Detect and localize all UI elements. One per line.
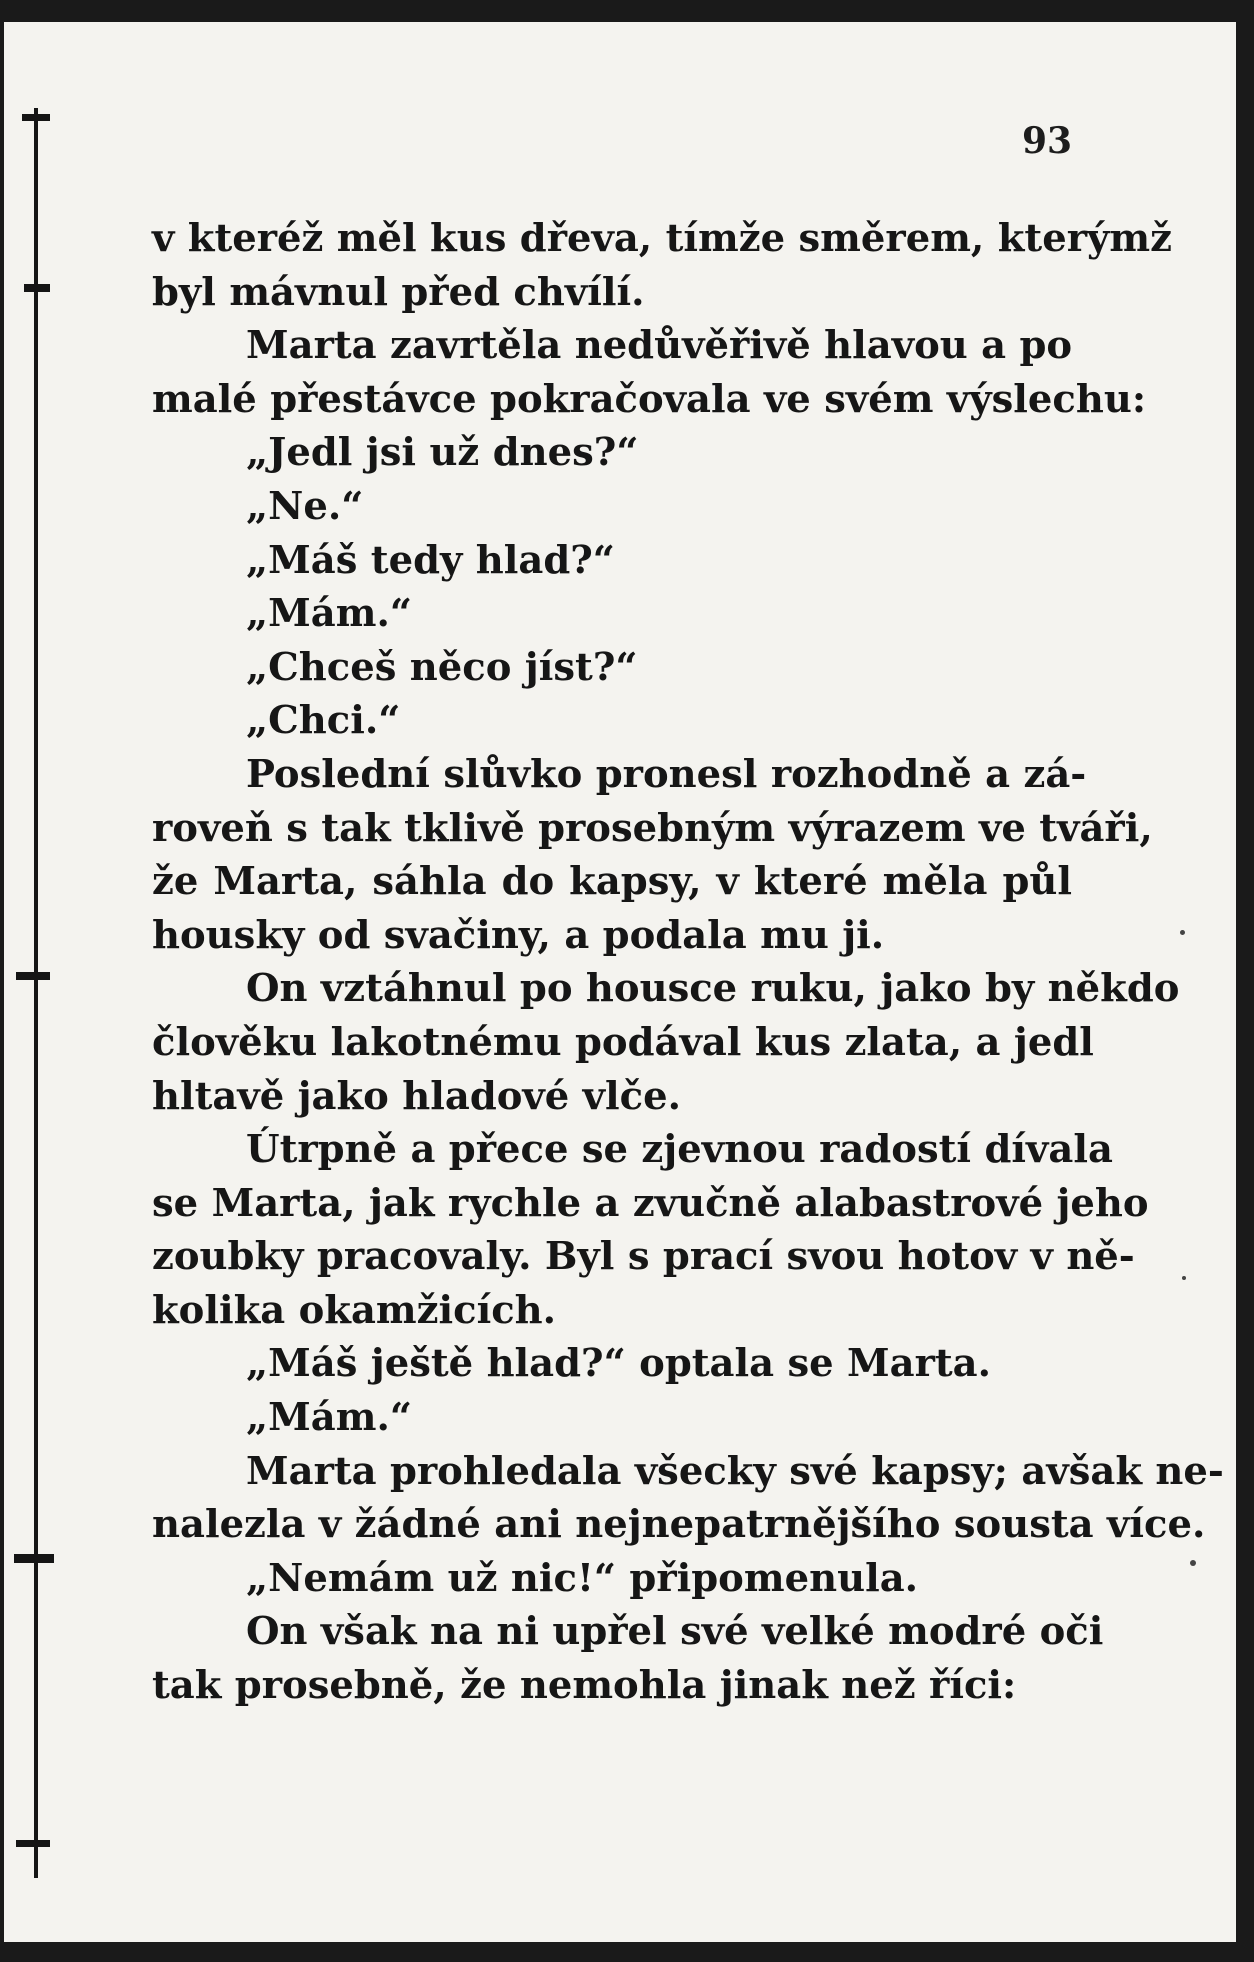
binding-mark bbox=[22, 114, 50, 121]
page-number: 93 bbox=[1022, 120, 1073, 162]
text-line: „Mám.“ bbox=[246, 591, 412, 637]
text-line: tak prosebně, že nemohla jinak než říci: bbox=[152, 1663, 1017, 1709]
text-line: nalezla v žádné ani nejnepatrnějšího sousta více. bbox=[152, 1502, 1206, 1548]
text-line: malé přestávce pokračovala ve svém výslechu: bbox=[152, 376, 1147, 422]
text-line: kolika okamžicích. bbox=[152, 1287, 557, 1333]
binding-mark bbox=[16, 1840, 50, 1847]
binding-mark bbox=[14, 1554, 54, 1563]
text-line: že Marta, sáhla do kapsy, v které měla půl bbox=[152, 859, 1072, 905]
binding-mark bbox=[24, 284, 50, 292]
text-line: zoubky pracovaly. Byl s prací svou hotov v ně- bbox=[152, 1234, 1135, 1280]
text-line: člověku lakotnému podával kus zlata, a jedl bbox=[152, 1019, 1094, 1065]
text-line: hltavě jako hladové vlče. bbox=[152, 1073, 682, 1119]
page-text bbox=[152, 212, 1224, 1713]
print-speck bbox=[1190, 1560, 1196, 1566]
text-line: „Mám.“ bbox=[246, 1395, 412, 1441]
text-line: „Ne.“ bbox=[246, 483, 364, 529]
text-line: Marta prohledala všecky své kapsy; avšak ne- bbox=[246, 1448, 1224, 1494]
print-speck bbox=[1180, 930, 1185, 935]
text-line: On však na ni upřel své velké modré oči bbox=[246, 1609, 1104, 1655]
text-line: se Marta, jak rychle a zvučně alabastrové jeho bbox=[152, 1180, 1149, 1226]
text-line: „Chci.“ bbox=[246, 698, 401, 744]
text-line: v kteréž měl kus dřeva, tímže směrem, kterýmž bbox=[152, 216, 1172, 261]
text-line: „Jedl jsi už dnes?“ bbox=[246, 430, 639, 476]
text-line: Útrpně a přece se zjevnou radostí dívala bbox=[246, 1127, 1113, 1173]
print-speck bbox=[1182, 1276, 1186, 1280]
text-line: Marta zavrtěla nedůvěřivě hlavou a po bbox=[246, 323, 1073, 369]
text-line: Poslední slůvko pronesl rozhodně a zá- bbox=[246, 751, 1087, 797]
binding-edge bbox=[34, 108, 38, 1878]
book-page bbox=[4, 22, 1236, 1942]
text-line: byl mávnul před chvílí. bbox=[152, 269, 645, 315]
text-line: „Máš tedy hlad?“ bbox=[246, 537, 615, 583]
text-line: „Nemám už nic!“ připomenula. bbox=[246, 1555, 919, 1601]
text-line: On vztáhnul po housce ruku, jako by někdo bbox=[246, 966, 1180, 1012]
text-line: roveň s tak tklivě prosebným výrazem ve tváři, bbox=[152, 805, 1153, 851]
text-line: housky od svačiny, a podala mu ji. bbox=[152, 912, 885, 958]
text-line: „Máš ještě hlad?“ optala se Marta. bbox=[246, 1341, 992, 1387]
binding-mark bbox=[16, 972, 50, 980]
text-line: „Chceš něco jíst?“ bbox=[246, 644, 638, 690]
